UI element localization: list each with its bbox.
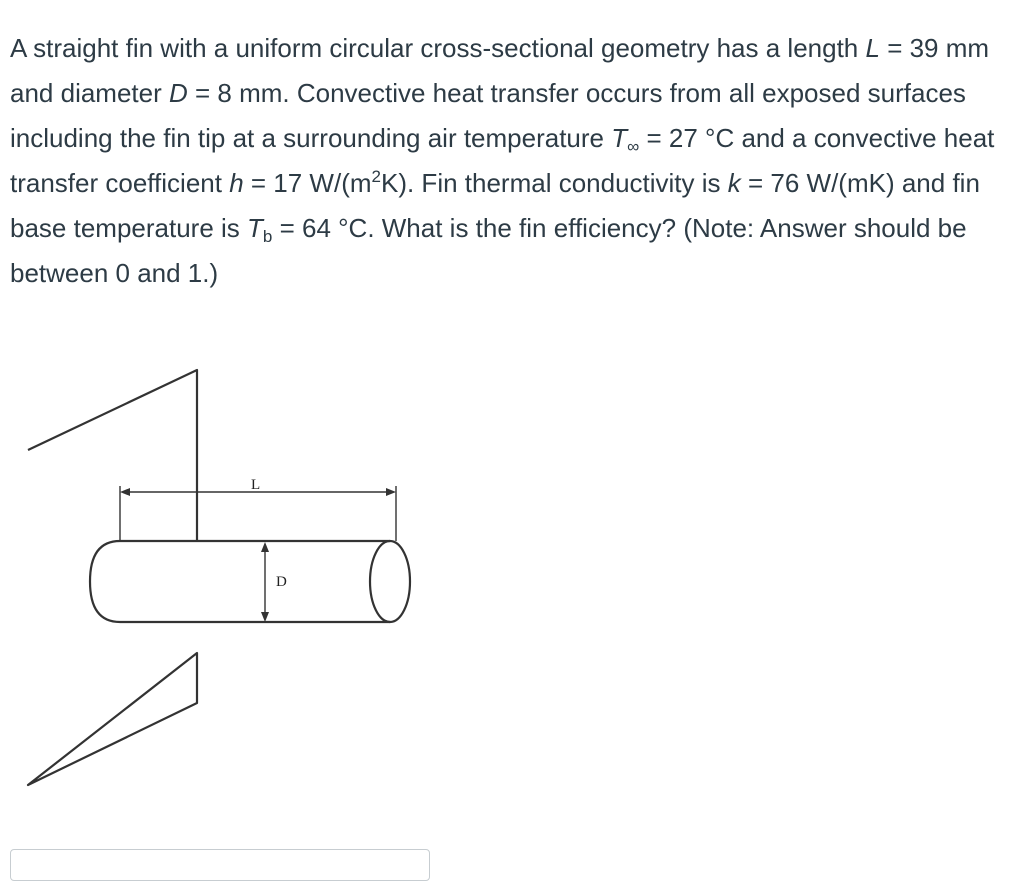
- answer-input[interactable]: [10, 849, 430, 881]
- question-text-part: K). Fin thermal conductivity is: [380, 168, 728, 198]
- fin-tip-ellipse: [370, 541, 410, 622]
- superscript-2: 2: [371, 167, 381, 186]
- diameter-arrow-top: [261, 542, 269, 552]
- symbol-T-inf: T: [611, 123, 628, 153]
- length-arrow-left: [120, 488, 130, 496]
- question-text-part: A straight fin with a uniform circular cross-sectional geometry has a length: [10, 33, 866, 63]
- question-text-part: = 17 W/(m: [243, 168, 372, 198]
- subscript-infinity: ∞: [627, 137, 640, 156]
- fin-diagram: [0, 350, 440, 820]
- subscript-b: b: [262, 227, 273, 246]
- diameter-label: D: [276, 574, 287, 590]
- symbol-k: k: [727, 168, 741, 198]
- question-text-part: = 27 °C and a convective heat transfer coefficient: [10, 123, 995, 198]
- fin-cylinder: [90, 541, 390, 622]
- question-text-part: = 39 mm and diameter: [10, 33, 990, 108]
- question-text: [10, 26, 1010, 296]
- question-text-part: = 8 mm. Convective heat transfer occurs from all exposed surfaces including the fin tip at a surrounding air temperature: [10, 78, 966, 153]
- length-label: L: [251, 477, 261, 493]
- length-arrow-right: [386, 488, 396, 496]
- diameter-arrow-bottom: [261, 612, 269, 622]
- symbol-h: h: [229, 168, 244, 198]
- symbol-T-b: T: [247, 213, 263, 243]
- symbol-D: D: [168, 78, 188, 108]
- wall-plate: [28, 370, 197, 785]
- question-text-part: = 64 °C. What is the fin efficiency? (Note: Answer should be between 0 and 1.): [10, 213, 967, 288]
- question-text-part: = 76 W/(mK) and fin base temperature is: [10, 168, 980, 243]
- symbol-L: L: [865, 33, 880, 63]
